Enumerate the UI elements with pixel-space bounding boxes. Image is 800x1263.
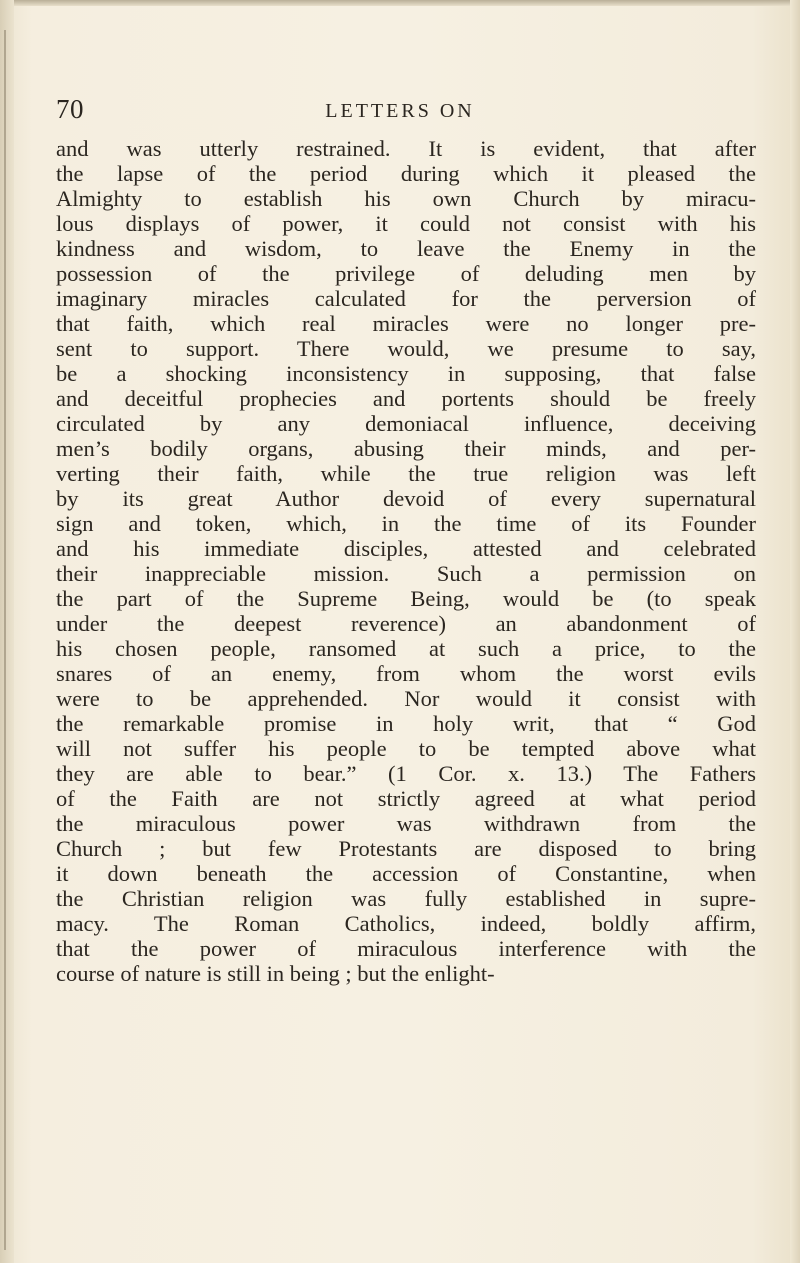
page-left-edge [0,0,14,1263]
text-line: were to be apprehended. Nor would it consist with [56,686,756,711]
text-line: his chosen people, ransomed at such a price, to the [56,636,756,661]
text-line: and his immediate disciples, attested and celebrated [56,536,756,561]
text-line: the remarkable promise in holy writ, that “ God [56,711,756,736]
text-line: will not suffer his people to be tempted above what [56,736,756,761]
text-line: that the power of miraculous interference with the [56,936,756,961]
text-line: macy. The Roman Catholics, indeed, boldly affirm, [56,911,756,936]
text-line: the miraculous power was withdrawn from the [56,811,756,836]
text-line: and deceitful prophecies and portents should be freely [56,386,756,411]
page-right-edge [790,0,800,1263]
text-line: imaginary miracles calculated for the perversion of [56,286,756,311]
text-line: their inappreciable mission. Such a permission on [56,561,756,586]
text-line: possession of the privilege of deluding men by [56,261,756,286]
text-line: the Christian religion was fully established in supre- [56,886,756,911]
text-line: the part of the Supreme Being, would be (to speak [56,586,756,611]
text-line: Almighty to establish his own Church by miracu- [56,186,756,211]
text-line: the lapse of the period during which it pleased the [56,161,756,186]
text-line: snares of an enemy, from whom the worst evils [56,661,756,686]
text-line: men’s bodily organs, abusing their minds, and per- [56,436,756,461]
text-line: Church ; but few Protestants are disposed to bring [56,836,756,861]
text-line: circulated by any demoniacal influence, deceiving [56,411,756,436]
text-line: sent to support. There would, we presume to say, [56,336,756,361]
text-line: sign and token, which, in the time of its Founder [56,511,756,536]
text-line: it down beneath the accession of Constantine, when [56,861,756,886]
running-head: LETTERS ON [325,100,475,122]
text-line: and was utterly restrained. It is evident, that after [56,136,756,161]
text-line: lous displays of power, it could not consist with his [56,211,756,236]
text-line: they are able to bear.” (1 Cor. x. 13.) The Fathers [56,761,756,786]
text-line: under the deepest reverence) an abandonment of [56,611,756,636]
text-line: verting their faith, while the true religion was left [56,461,756,486]
text-line: that faith, which real miracles were no longer pre- [56,311,756,336]
text-line: by its great Author devoid of every supernatural [56,486,756,511]
text-line: of the Faith are not strictly agreed at what period [56,786,756,811]
text-line: course of nature is still in being ; but the enlight- [56,961,495,986]
page-top-edge [0,0,800,6]
page-number: 70 [56,94,84,124]
text-line: kindness and wisdom, to leave the Enemy in the [56,236,756,261]
binding-shadow-line [4,30,6,1250]
text-line: be a shocking inconsistency in supposing, that false [56,361,756,386]
body-text [56,136,756,986]
